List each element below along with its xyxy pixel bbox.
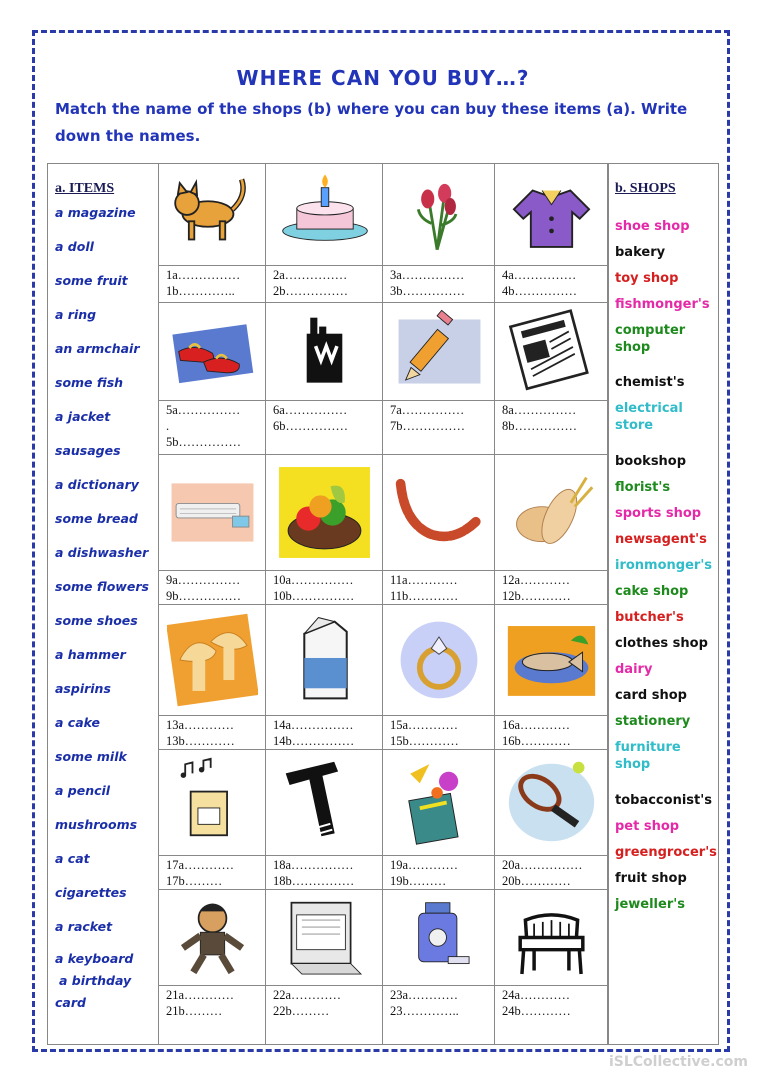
answer-line[interactable]: 22a………… 22b……… [273, 988, 342, 1018]
cell-divider [495, 715, 608, 716]
answer-line[interactable]: 11a………… 11b………… [390, 573, 459, 603]
birthday-card-icon [167, 754, 258, 851]
cell-divider [266, 570, 383, 571]
answer-line[interactable]: 10a…………… 10b…………… [273, 573, 355, 603]
item-label: a pencil [55, 783, 111, 798]
shop-label: butcher's [615, 610, 684, 625]
item-label: a cake [55, 715, 100, 730]
item-label: a birthday [59, 973, 132, 988]
shop-label: bakery [615, 245, 666, 260]
shop-label: furniture shop [615, 740, 681, 772]
cell-divider [495, 985, 608, 986]
shop-label: tobacconist's [615, 793, 712, 808]
items-heading: a. ITEMS [55, 181, 115, 196]
cell-divider [159, 855, 266, 856]
watermark: iSLCollective.com [608, 1054, 748, 1070]
item-label: some shoes [55, 613, 138, 628]
jacket-icon [503, 167, 600, 261]
shop-label: greengrocer's [615, 845, 717, 860]
ring-icon [391, 609, 487, 711]
shop-label: shoe shop [615, 219, 690, 234]
shop-label: cake shop [615, 584, 689, 599]
mushrooms-icon [167, 609, 258, 711]
cell-divider [266, 400, 383, 401]
shop-label: fishmonger's [615, 297, 710, 312]
item-label: some flowers [55, 579, 149, 594]
cell-divider [383, 400, 495, 401]
keyboard-icon [167, 459, 258, 566]
shop-label: computer shop [615, 323, 686, 355]
answer-line[interactable]: 18a…………… 18b…………… [273, 858, 355, 888]
item-label: some fish [55, 375, 124, 390]
cigarettes-icon [277, 307, 372, 396]
answer-line[interactable]: 4a…………… 4b…………… [502, 268, 577, 298]
answer-line[interactable]: 5a…………… . 5b…………… [166, 403, 241, 449]
cell-divider [159, 265, 266, 266]
cat-icon [167, 167, 258, 261]
cell-divider [159, 985, 266, 986]
item-label: some bread [55, 511, 138, 526]
answer-line[interactable]: 3a…………… 3b…………… [390, 268, 465, 298]
shop-label: newsagent's [615, 532, 707, 547]
item-label: a ring [55, 307, 97, 322]
milk-icon [274, 609, 375, 711]
answer-line[interactable]: 8a…………… 8b…………… [502, 403, 577, 433]
cake-icon [275, 167, 375, 261]
cell-divider [266, 715, 383, 716]
sausages-icon [391, 459, 487, 566]
cell-divider [383, 570, 495, 571]
cell-divider [266, 985, 383, 986]
item-label: a hammer [55, 647, 126, 662]
shop-label: bookshop [615, 454, 687, 469]
shop-label: toy shop [615, 271, 679, 286]
dictionary-icon [391, 754, 487, 851]
item-label: a racket [55, 919, 113, 934]
cell-divider [495, 570, 608, 571]
pencil-icon [392, 307, 487, 396]
bread-icon [503, 459, 600, 566]
item-label: sausages [55, 443, 121, 458]
shop-label: ironmonger's [615, 558, 713, 573]
cell-divider [159, 570, 266, 571]
item-label: mushrooms [55, 817, 138, 832]
answer-line[interactable]: 14a…………… 14b…………… [273, 718, 355, 748]
cell-divider [383, 855, 495, 856]
item-label: a doll [55, 239, 94, 254]
answer-line[interactable]: 24a………… 24b………… [502, 988, 571, 1018]
shop-label: card shop [615, 688, 687, 703]
answer-line[interactable]: 7a…………… 7b…………… [390, 403, 465, 433]
item-label: a jacket [55, 409, 111, 424]
answer-line[interactable]: 2a…………… 2b…………… [273, 268, 348, 298]
shop-label: florist's [615, 480, 671, 495]
answer-line[interactable]: 16a………… 16b………… [502, 718, 571, 748]
cell-divider [383, 985, 495, 986]
shop-label: stationery [615, 714, 691, 729]
item-label: aspirins [55, 681, 111, 696]
item-label: some milk [55, 749, 127, 764]
answer-line[interactable]: 17a………… 17b……… [166, 858, 235, 888]
item-label: cigarettes [55, 885, 127, 900]
cell-divider [495, 855, 608, 856]
fish-icon [503, 609, 600, 711]
answer-line[interactable]: 9a…………… 9b…………… [166, 573, 241, 603]
armchair-icon [505, 894, 598, 981]
shop-label: pet shop [615, 819, 680, 834]
magazine-icon [504, 307, 599, 396]
cell-divider [159, 400, 266, 401]
item-label: an armchair [55, 341, 140, 356]
doll-icon [167, 894, 258, 981]
shop-label: clothes shop [615, 636, 708, 651]
hammer-icon [274, 754, 375, 851]
shop-label: dairy [615, 662, 653, 677]
racket-icon [503, 754, 600, 851]
answer-line[interactable]: 6a…………… 6b…………… [273, 403, 348, 433]
cell-divider [383, 265, 495, 266]
shop-label: sports shop [615, 506, 702, 521]
items-column [47, 163, 159, 1045]
shoes-icon [167, 307, 258, 396]
item-label: a cat [55, 851, 90, 866]
answer-line[interactable]: 1a…………… 1b………….. [166, 268, 241, 298]
item-label: a dictionary [55, 477, 139, 492]
shops-heading: b. SHOPS [615, 181, 676, 196]
answer-line[interactable]: 21a………… 21b……… [166, 988, 235, 1018]
instructions: Match the name of the shops (b) where you can buy these items (a). Write down the names. [55, 100, 688, 145]
item-label: card [55, 995, 86, 1010]
item-label: a keyboard [55, 951, 134, 966]
cell-divider [266, 855, 383, 856]
dishwasher-icon [278, 894, 371, 981]
answer-line[interactable]: 23a………… 23………….. [390, 988, 459, 1018]
answer-line[interactable]: 13a………… 13b………… [166, 718, 235, 748]
answer-line[interactable]: 15a………… 15b………… [390, 718, 459, 748]
shop-label: chemist's [615, 375, 685, 390]
aspirins-icon [393, 894, 486, 981]
cell-divider [495, 400, 608, 401]
cell-divider [383, 715, 495, 716]
shop-label: electrical store [615, 401, 683, 433]
answer-line[interactable]: 19a………… 19b……… [390, 858, 459, 888]
flowers-icon [391, 167, 487, 261]
cell-divider [495, 265, 608, 266]
item-label: some fruit [55, 273, 128, 288]
item-label: a magazine [55, 205, 136, 220]
item-label: a dishwasher [55, 545, 149, 560]
answer-line[interactable]: 20a…………… 20b………… [502, 858, 583, 888]
shop-label: jeweller's [615, 897, 685, 912]
fruit-icon [274, 459, 375, 566]
cell-divider [159, 715, 266, 716]
shop-label: fruit shop [615, 871, 687, 886]
cell-divider [266, 265, 383, 266]
answer-line[interactable]: 12a………… 12b………… [502, 573, 571, 603]
worksheet-title: WHERE CAN YOU BUY…? [236, 66, 530, 90]
